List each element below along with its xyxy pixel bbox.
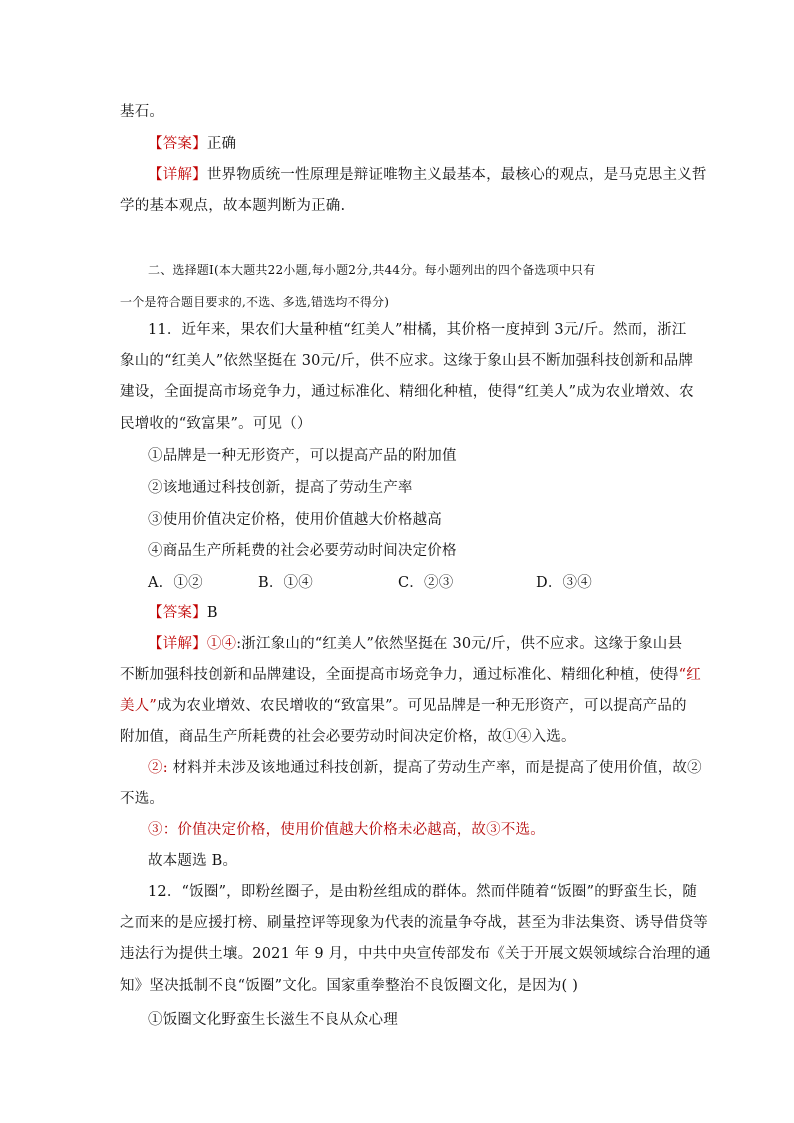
question-line <box>120 944 711 964</box>
choice-b: B．①④ <box>258 575 313 591</box>
answer-text: B <box>206 605 218 621</box>
text: 基石。 <box>120 104 165 120</box>
question-line <box>120 414 312 434</box>
detail-line <box>120 727 576 747</box>
section-title-text: 二、选择题Ⅰ(本大题共22小题,每小题2分,共44分。每小题列出的四个备选项中只有 <box>148 263 596 277</box>
section-title <box>120 292 389 312</box>
detail-highlight: 美人” <box>120 698 158 714</box>
option-text: ③使用价值决定价格，使用价值越大价格越高 <box>148 512 442 528</box>
answer-tag: 【答案】 <box>148 605 207 621</box>
answer-tag: 【答案】 <box>148 136 207 152</box>
detail-highlight: “红 <box>678 667 701 683</box>
detail-text: 世界物质统一性原理是辩证唯物主义最基本，最核心的观点，是马克思主义哲 <box>206 167 707 183</box>
option-text: ④商品生产所耗费的社会必要劳动时间决定价格 <box>148 543 457 559</box>
detail-line <box>120 665 701 685</box>
question-option <box>148 541 457 561</box>
option-text: ②该地通过科技创新，提高了劳动生产率 <box>148 480 413 496</box>
section-title <box>148 260 595 280</box>
question-text: 建设，全面提高市场竞争力，通过标准化、精细化种植，使得“红美人”成为农业增效、农 <box>120 384 694 400</box>
detail-highlight: ②: <box>148 760 168 776</box>
answer-line <box>148 134 236 154</box>
answer-text: 正确 <box>206 136 237 152</box>
question-option <box>148 510 442 530</box>
detail-line <box>120 196 345 216</box>
question-line <box>120 913 708 933</box>
question-text: 11．近年来，果农们大量种植“红美人”柑橘，其价格一度掉到 3元/斤。然而，浙江 <box>148 322 687 338</box>
question-option <box>148 1010 398 1030</box>
question-text: 违法行为提供土壤。2021 年 9 月，中共中央宣传部发布《关于开展文娱领域综合治理的通 <box>120 946 711 962</box>
question-line <box>120 382 694 402</box>
detail-text: 材料并未涉及该地通过科技创新，提高了劳动生产率，而是提高了使用价值，故② <box>167 760 702 776</box>
detail-text: :浙江象山的“红美人”依然坚挺在 30元/斤，供不应求。这缘于象山县 <box>236 636 683 652</box>
detail-line <box>148 165 707 185</box>
option-text: ①品牌是一种无形资产，可以提高产品的附加值 <box>148 448 457 464</box>
detail-text: 不选。 <box>120 791 165 807</box>
detail-line <box>120 696 687 716</box>
question-line <box>120 351 693 371</box>
question-line <box>148 882 697 902</box>
detail-text: 成为农业增效、农民增收的“致富果”。可见品牌是一种无形资产，可以提高产品的 <box>157 698 687 714</box>
question-option <box>148 446 457 466</box>
detail-highlight: ①④ <box>206 636 237 652</box>
question-line <box>120 976 578 996</box>
choice-row <box>148 573 628 593</box>
detail-line <box>148 820 545 840</box>
detail-text: 故本题选 B。 <box>148 853 238 869</box>
option-text: ①饭圈文化野蛮生长滋生不良从众心理 <box>148 1012 398 1028</box>
detail-text: ③：价值决定价格，使用价值越大价格未必越高，故③不选。 <box>148 822 545 838</box>
section-title-text: 一个是符合题目要求的,不选、多选,错选均不得分) <box>120 295 390 309</box>
choice-d: D．③④ <box>536 575 592 591</box>
detail-text: 不断加强科技创新和品牌建设，全面提高市场竞争力，通过标准化、精细化种植，使得 <box>120 667 679 683</box>
question-option <box>148 478 413 498</box>
question-line <box>148 320 687 340</box>
detail-text: 附加值，商品生产所耗费的社会必要劳动时间决定价格，故①④入选。 <box>120 729 576 745</box>
choice-a: A．①② <box>148 575 203 591</box>
detail-line <box>148 634 682 654</box>
detail-line <box>120 789 164 809</box>
detail-line <box>148 851 237 871</box>
question-text: 知》坚决抵制不良“饭圈”文化。国家重拳整治不良饭圈文化，是因为( ) <box>120 978 579 994</box>
detail-tag: 【详解】 <box>148 167 207 183</box>
question-text: 民增收的“致富果”。可见（） <box>120 416 312 432</box>
question-text: 之而来的是应援打榜、刷量控评等现象为代表的流量争夺战，甚至为非法集资、诱导借贷等 <box>120 915 708 931</box>
detail-text: 学的基本观点，故本题判断为正确. <box>120 198 346 214</box>
detail-line <box>148 758 702 778</box>
question-text: 象山的“红美人”依然坚挺在 30元/斤，供不应求。这缘于象山县不断加强科技创新和品牌 <box>120 353 694 369</box>
choice-c: C．②③ <box>398 575 454 591</box>
question-text: 12．“饭圈”，即粉丝圈子，是由粉丝组成的群体。然而伴随着“饭圈”的野蛮生长，随 <box>148 884 698 900</box>
detail-tag: 【详解】 <box>148 636 207 652</box>
text-line <box>120 102 164 122</box>
answer-line <box>148 603 218 623</box>
